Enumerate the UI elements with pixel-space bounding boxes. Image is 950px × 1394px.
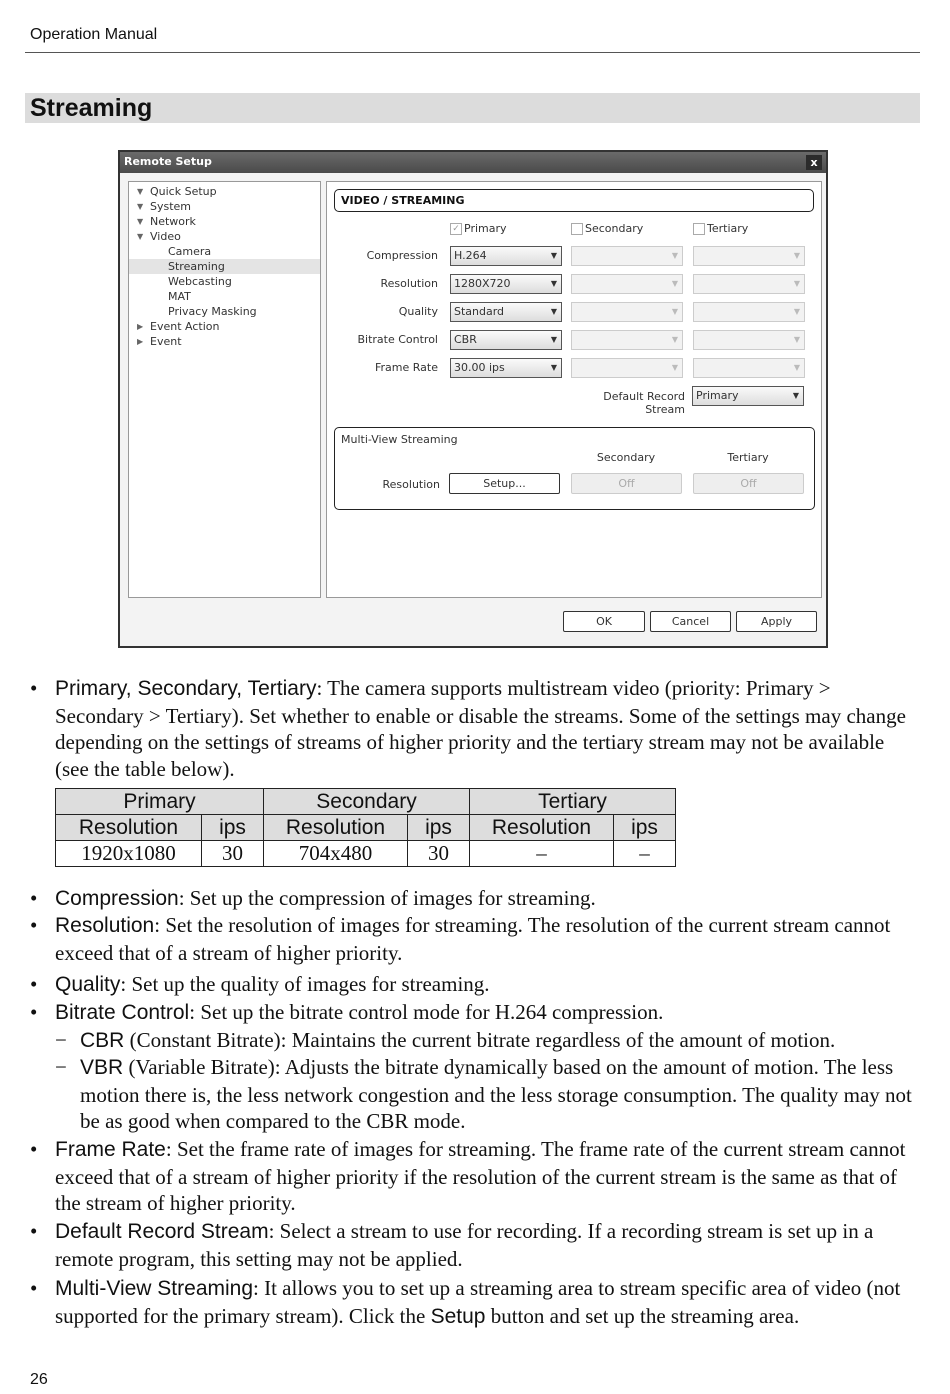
quality-value: Standard (454, 305, 505, 318)
compression-select-secondary[interactable] (571, 246, 683, 266)
resolution-value: 1280X720 (454, 277, 511, 290)
quality-select-tertiary[interactable] (693, 302, 805, 322)
chevron-down-icon: ▼ (793, 251, 800, 260)
tree-item-label: Event Action (150, 320, 220, 333)
section-bar (25, 93, 920, 123)
compression-value: H.264 (454, 249, 487, 262)
chevron-down-icon: ▼ (793, 335, 800, 344)
body: : Set the resolution of images for streaming. The resolution of the current stream cannot exceed that of a stream of higher priority. (55, 913, 891, 965)
frame-rate-value: 30.00 ips (454, 361, 505, 374)
bitrate-control-select-primary[interactable] (450, 330, 562, 350)
multiview-group (334, 427, 815, 510)
chevron-down-icon: ▼ (792, 391, 799, 400)
bullet-icon: • (30, 886, 38, 910)
remote-setup-dialog (118, 150, 828, 648)
dialog-title-bar (120, 152, 826, 173)
frame-rate-select-secondary[interactable] (571, 358, 683, 378)
term: Primary (55, 677, 126, 700)
settings-tree (128, 181, 321, 598)
chevron-down-icon: ▼ (793, 307, 800, 316)
chevron-down-icon: ▼ (550, 363, 557, 372)
table-row (56, 841, 676, 867)
tree-item-label: Camera (168, 245, 212, 258)
chevron-down-icon: ▼ (671, 279, 678, 288)
term: Frame Rate (55, 1138, 166, 1161)
tree-item-label: Video (150, 230, 181, 243)
tertiary-off-button[interactable]: Off (693, 473, 804, 494)
bitrate-control-select-tertiary[interactable] (693, 330, 805, 350)
caret-right-icon: ▶ (137, 322, 144, 331)
chevron-down-icon: ▼ (550, 335, 557, 344)
compression-label: Compression (366, 249, 438, 262)
tree-item-system[interactable] (129, 199, 320, 214)
tree-item-streaming[interactable] (129, 259, 320, 274)
body: button and set up the streaming area. (485, 1303, 800, 1328)
chevron-down-icon: ▼ (793, 279, 800, 288)
quality-select-primary[interactable] (450, 302, 562, 322)
th: Primary (56, 789, 264, 815)
secondary-label: Secondary (585, 222, 644, 235)
tree-item-label: Event (150, 335, 182, 348)
caret-right-icon: ▶ (137, 337, 144, 346)
body: : Set up the bitrate control mode for H.264 compression. (189, 1000, 664, 1024)
term: CBR (80, 1029, 125, 1052)
body: : Select a stream to use for recording. If a recording stream is set up in a remote program, this setting may not be applied. (55, 1219, 874, 1271)
chevron-down-icon: ▼ (671, 363, 678, 372)
secondary-checkbox[interactable] (571, 223, 583, 235)
td: – (614, 841, 676, 867)
multiview-tertiary-label: Tertiary (727, 451, 769, 464)
setup-button[interactable]: Setup... (449, 473, 560, 494)
dash-icon: − (55, 1028, 67, 1052)
quality-select-secondary[interactable] (571, 302, 683, 322)
compression-select-primary[interactable] (450, 246, 562, 266)
bullet-icon: • (30, 676, 38, 700)
term: Quality (55, 973, 121, 996)
secondary-off-button[interactable]: Off (571, 473, 682, 494)
tree-item-video[interactable] (129, 229, 320, 244)
sep: , (236, 677, 248, 700)
tree-item-network[interactable] (129, 214, 320, 229)
primary-checkbox[interactable]: ✓ (450, 223, 462, 235)
page-number: 26 (30, 1371, 48, 1388)
tree-item-privacy-masking[interactable] (129, 304, 320, 319)
compression-select-tertiary[interactable] (693, 246, 805, 266)
quality-label: Quality (398, 305, 438, 318)
bullet-frame-rate (30, 1136, 917, 1217)
bullet-bitrate-control (30, 999, 917, 1027)
bullet-icon: • (30, 1219, 38, 1243)
resolution-select-primary[interactable] (450, 274, 562, 294)
apply-button[interactable]: Apply (736, 611, 817, 632)
bullet-quality (30, 971, 917, 999)
sub-bullet-cbr (55, 1027, 917, 1055)
body: : Set up the quality of images for streaming. (120, 972, 490, 996)
term: Bitrate Control (55, 1001, 190, 1024)
caret-down-icon: ▼ (137, 187, 144, 196)
bullet-icon: • (30, 1137, 38, 1161)
settings-panel (326, 181, 822, 598)
body: : Set the frame rate of images for streaming. The frame rate of the current stream cannot exceed that of a stream of higher priority if the resolution of the current stream is the same as that of the stream of higher priority. (55, 1137, 906, 1215)
th: ips (614, 815, 676, 841)
chevron-down-icon: ▼ (550, 279, 557, 288)
resolution-select-tertiary[interactable] (693, 274, 805, 294)
chevron-down-icon: ▼ (671, 251, 678, 260)
section-title: Streaming (30, 94, 153, 122)
th: Tertiary (470, 789, 676, 815)
tertiary-checkbox[interactable] (693, 223, 705, 235)
multiview-resolution-label: Resolution (382, 478, 440, 491)
td: 704x480 (264, 841, 408, 867)
term: Compression (55, 887, 179, 910)
caret-down-icon: ▼ (137, 202, 144, 211)
tree-item-quick-setup[interactable] (129, 184, 320, 199)
bullet-streams (30, 675, 917, 782)
bitrate-control-select-secondary[interactable] (571, 330, 683, 350)
th: Resolution (264, 815, 408, 841)
default-record-value: Primary (696, 389, 739, 402)
dash-icon: − (55, 1055, 67, 1079)
default-record-label: Default Record Stream (603, 390, 685, 416)
tree-item-webcasting[interactable] (129, 274, 320, 289)
td: – (470, 841, 614, 867)
sub-bullet-vbr (55, 1054, 917, 1135)
bullet-icon: • (30, 913, 38, 937)
body: (Variable Bitrate): Adjusts the bitrate dynamically based on the amount of motion. The less motion there is, the less network congestion and the less storage consumption. The quality may not be as good when compared to the CBR mode. (80, 1055, 912, 1133)
cancel-button[interactable]: Cancel (650, 611, 731, 632)
header-divider (25, 52, 920, 53)
frame-rate-select-tertiary[interactable] (693, 358, 805, 378)
td: 30 (202, 841, 264, 867)
body: : Set up the compression of images for streaming. (178, 886, 596, 910)
tree-item-event-action[interactable] (129, 319, 320, 334)
bullet-icon: • (30, 1000, 38, 1024)
chevron-down-icon: ▼ (671, 335, 678, 344)
tree-item-label: Privacy Masking (168, 305, 257, 318)
th: Secondary (264, 789, 470, 815)
frame-rate-label: Frame Rate (375, 361, 438, 374)
bullet-default-record-stream (30, 1218, 917, 1272)
frame-rate-select-primary[interactable] (450, 358, 562, 378)
chevron-down-icon: ▼ (793, 363, 800, 372)
th: ips (202, 815, 264, 841)
bullet-icon: • (30, 972, 38, 996)
tertiary-label: Tertiary (707, 222, 749, 235)
tree-item-label: System (150, 200, 192, 213)
bullet-icon: • (30, 1276, 38, 1300)
td: 30 (408, 841, 470, 867)
caret-down-icon: ▼ (137, 217, 144, 226)
bitrate-control-value: CBR (454, 333, 477, 346)
default-record-stream-select[interactable] (692, 386, 804, 406)
tree-item-event[interactable] (129, 334, 320, 349)
tree-item-label: Quick Setup (150, 185, 217, 198)
term: Resolution (55, 914, 155, 937)
tree-item-label: Webcasting (168, 275, 232, 288)
th: Resolution (470, 815, 614, 841)
tree-item-mat[interactable] (129, 289, 320, 304)
term: Default Record Stream (55, 1220, 269, 1243)
multiview-title: Multi-View Streaming (341, 433, 458, 446)
bullet-resolution (30, 912, 917, 966)
chevron-down-icon: ▼ (550, 307, 557, 316)
chevron-down-icon: ▼ (550, 251, 557, 260)
multiview-secondary-label: Secondary (596, 451, 656, 464)
bitrate-control-label: Bitrate Control (357, 333, 438, 346)
resolution-label: Resolution (380, 277, 438, 290)
term: Secondary (137, 677, 237, 700)
dialog-title: Remote Setup (124, 155, 212, 168)
td: 1920x1080 (56, 841, 202, 867)
term: Multi-View Streaming (55, 1277, 254, 1300)
close-icon[interactable]: x (806, 155, 822, 170)
caret-down-icon: ▼ (137, 232, 144, 241)
chevron-down-icon: ▼ (671, 307, 678, 316)
primary-label: Primary (464, 222, 507, 235)
panel-title: VIDEO / STREAMING (341, 194, 465, 207)
ok-button[interactable]: OK (563, 611, 645, 632)
tree-item-label: Network (150, 215, 196, 228)
body: : The camera supports multistream video (priority: Primary > Secondary > Tertiary). Set whether to enable or disable the streams. Some of the settings may change depending on the settings of streams of higher priority and the tertiary stream may not be available (see the table below). (55, 676, 906, 781)
sep: , (125, 677, 138, 700)
resolution-select-secondary[interactable] (571, 274, 683, 294)
bullet-compression (30, 885, 917, 913)
running-header: Operation Manual (30, 26, 158, 43)
th: ips (408, 815, 470, 841)
tree-item-label: MAT (168, 290, 191, 303)
stream-table (55, 788, 676, 867)
panel-header (334, 189, 814, 212)
body: : It allows you to set up a streaming area to stream specific area of video (not supported for the primary stream). Click the (55, 1276, 901, 1328)
body: (Constant Bitrate): Maintains the current bitrate regardless of the amount of motion. (124, 1028, 836, 1052)
tree-item-camera[interactable] (129, 244, 320, 259)
term: Setup (430, 1304, 486, 1328)
th: Resolution (56, 815, 202, 841)
term: VBR (80, 1056, 124, 1079)
term: Tertiary (247, 677, 317, 700)
tree-item-label: Streaming (168, 260, 225, 273)
bullet-multi-view-streaming (30, 1275, 917, 1330)
